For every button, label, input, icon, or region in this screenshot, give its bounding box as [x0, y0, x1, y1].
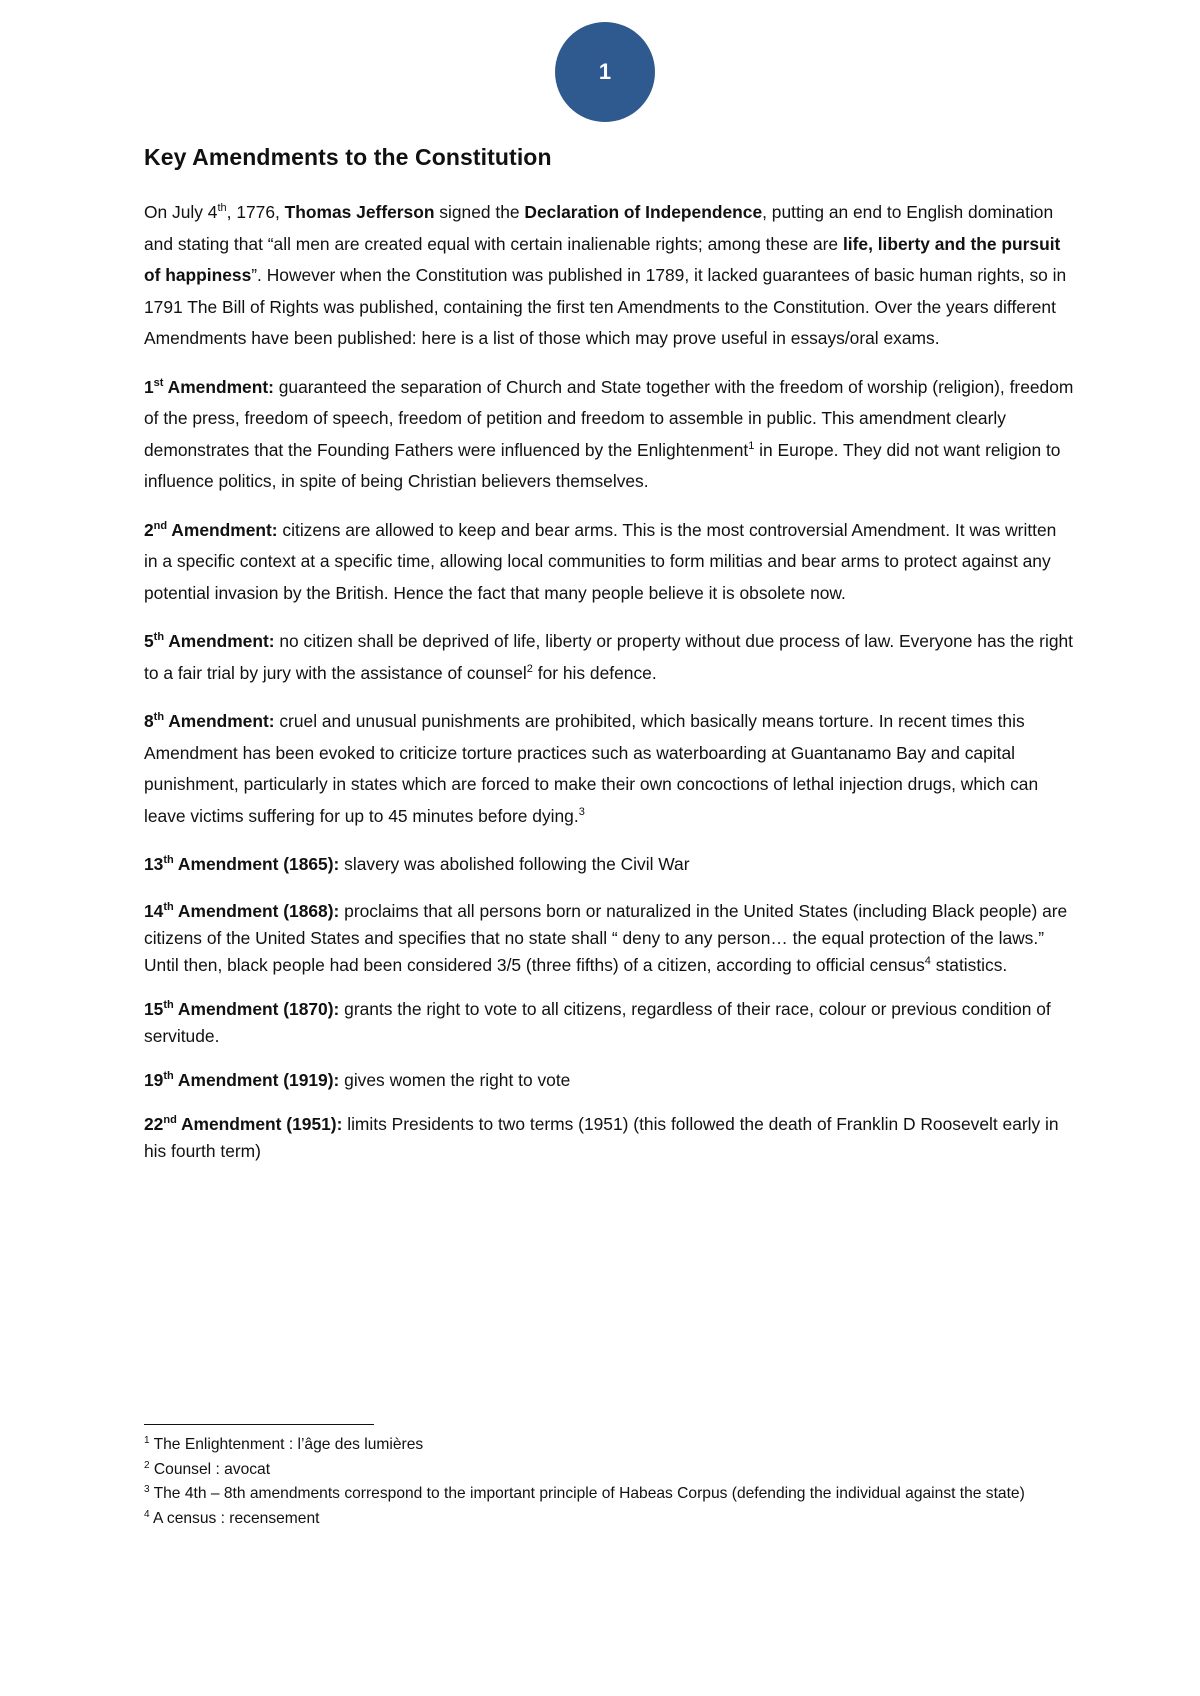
amendment-heading: 8th Amendment:	[144, 711, 275, 731]
footnote-ref-4[interactable]: 4	[924, 954, 931, 967]
life-liberty-phrase: life, liberty and the pursuit of happiness	[144, 233, 1061, 285]
footnote-ref-2[interactable]: 2	[526, 662, 533, 675]
footnote-1: $^1$ The Enlightenment : l’âge des lumières	[144, 1434, 424, 1453]
document-body	[144, 144, 1074, 1182]
footnote-ref-1[interactable]: 1	[748, 439, 755, 452]
page-number-badge: 1	[555, 22, 655, 122]
amendment-heading: 13th Amendment (1865):	[144, 854, 340, 874]
intro-paragraph: On July 4th, 1776, Thomas Jefferson signed the Declaration of Independence, putting an end to English domination and stating that “all men are created equal with certain inalienable rights; among these are life, liberty and the pursuit of happiness”. However when the Constitution was published in 1789, it lacked guarantees of basic human rights, so in 1791 The Bill of Rights was published, containing the first ten Amendments to the Constitution. Over the years different Amendments have been published: here is a list of those which may prove useful in essays/oral exams.	[144, 202, 1067, 348]
amendment-5th: 5th Amendment: no citizen shall be deprived of life, liberty or property without due process of law. Everyone has the right to a fair trial by jury with the assistance of counsel$^2$ for his defence.	[144, 631, 1073, 683]
amendment-heading: 14th Amendment (1868):	[144, 900, 340, 921]
amendment-1st: 1st Amendment: guaranteed the separation of Church and State together with the freedom of worship (religion), freedom of the press, freedom of speech, freedom of petition and freedom to assemble in public. This amendment clearly demonstrates that the Founding Fathers were influenced by the Enlightenment$^1$ in Europe. They did not want religion to influence politics, in spite of being Christian believers themselves.	[144, 376, 1074, 491]
amendment-22nd: 22nd Amendment (1951): limits Presidents to two terms (1951) (this followed the death of Franklin D Roosevelt early in his fourth term)	[144, 1113, 1059, 1161]
amendment-heading: 2nd Amendment:	[144, 519, 278, 540]
amendment-heading: 19th Amendment (1919):	[144, 1069, 340, 1090]
footnote-separator	[144, 1424, 374, 1425]
jefferson-name: Thomas Jefferson	[284, 202, 435, 222]
amendment-14th: 14th Amendment (1868): proclaims that all persons born or naturalized in the United States (including Black people) are citizens of the United States and specifies that no state shall “ deny to any person… the equal protection of the laws.” Until then, black people had been considered 3/5 (three fifths) of a citizen, according to official census$^4$ statistics.	[144, 900, 1068, 975]
amendment-heading: 1st Amendment:	[144, 376, 274, 397]
footnote-ref-3[interactable]: 3	[578, 805, 585, 818]
amendment-heading: 22nd Amendment (1951):	[144, 1113, 343, 1134]
declaration-name: Declaration of Independence	[524, 202, 763, 222]
amendment-heading: 5th Amendment:	[144, 631, 275, 651]
footnote-2: $^2$ Counsel : avocat	[144, 1459, 271, 1478]
page-title: Key Amendments to the Constitution	[144, 144, 552, 170]
amendment-19th: 19th Amendment (1919): gives women the right to vote	[144, 1069, 571, 1090]
amendment-2nd: 2nd Amendment: citizens are allowed to keep and bear arms. This is the most controversial Amendment. It was written in a specific context at a specific time, allowing local communities to form militias and bear arms to protect against any potential invasion by the British. Hence the fact that many people believe it is obsolete now.	[144, 519, 1057, 603]
footnotes	[144, 1433, 1074, 1531]
footnote-3: $^3$ The 4th – 8th amendments correspond to the important principle of Habeas Corpus (defending the individual against the state)	[144, 1483, 1025, 1502]
amendment-heading: 15th Amendment (1870):	[144, 998, 340, 1019]
amendment-15th: 15th Amendment (1870): grants the right to vote to all citizens, regardless of their race, colour or previous condition of servitude.	[144, 998, 1051, 1046]
amendment-8th: 8th Amendment: cruel and unusual punishments are prohibited, which basically means torture. In recent times this Amendment has been evoked to criticize torture practices such as waterboarding at Guantanamo Bay and capital punishment, particularly in states which are forced to make their own concoctions of lethal injection drugs, which can leave victims suffering for up to 45 minutes before dying.$^3$	[144, 711, 1039, 826]
footnote-4: $^4$ A census : recensement	[144, 1508, 320, 1527]
amendment-13th: 13th Amendment (1865): slavery was abolished following the Civil War	[144, 854, 690, 874]
